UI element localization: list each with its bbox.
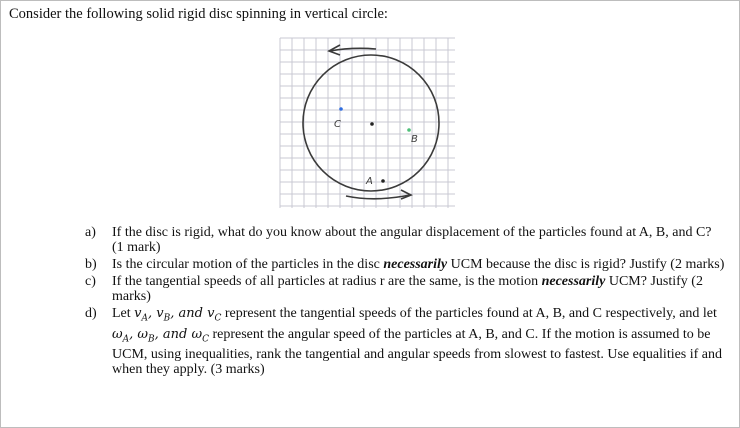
question-b	[85, 257, 725, 272]
point-c-label: C	[334, 119, 341, 130]
point-a-dot	[381, 179, 385, 183]
question-text: Is the circular motion of the particles in the disc	[112, 257, 384, 272]
question-text: If the tangential speeds of all particles at radius r are the same, is the motion	[112, 274, 542, 289]
question-text: Let	[112, 306, 135, 321]
emphasis-text: necessarily	[383, 257, 448, 272]
question-a	[85, 225, 725, 255]
intro-text: Consider the following solid rigid disc spinning in vertical circle:	[9, 6, 388, 22]
math-symbol: $v_A$, $v_B$, and $v_C$	[134, 306, 222, 324]
emphasis-text: necessarily	[541, 274, 606, 289]
question-text: If the disc is rigid, what do you know about the angular displacement of the particles found at A, B, and C? (1 mark)	[112, 225, 712, 255]
point-a-label: A	[366, 176, 373, 187]
question-text: UCM? Justify (2 marks)	[112, 274, 703, 304]
question-text: represent the angular speed of the particles at A, B, and C. If the motion is assumed to be UCM, using inequalities, rank the tangential and angular speeds from slowest to fastest. Use equalities if and when they apply. (3 marks)	[112, 326, 723, 378]
question-label: a)	[85, 225, 96, 240]
point-b-dot	[407, 128, 411, 132]
question-text: represent the tangential speeds of the particles found at A, B, and C respectively, and let	[221, 306, 717, 321]
question-label: d)	[85, 306, 97, 321]
point-b-label: B	[411, 134, 418, 145]
question-c	[85, 274, 725, 304]
question-text: UCM because the disc is rigid? Justify (2 marks)	[447, 257, 725, 272]
question-label: b)	[85, 257, 97, 272]
center-dot	[370, 122, 374, 126]
point-c-dot	[339, 107, 343, 111]
math-symbol: $\omega_A$, $\omega_B$, and $\omega_C$	[112, 326, 209, 345]
question-list	[85, 225, 725, 379]
question-d	[85, 306, 725, 377]
question-label: c)	[85, 274, 96, 289]
